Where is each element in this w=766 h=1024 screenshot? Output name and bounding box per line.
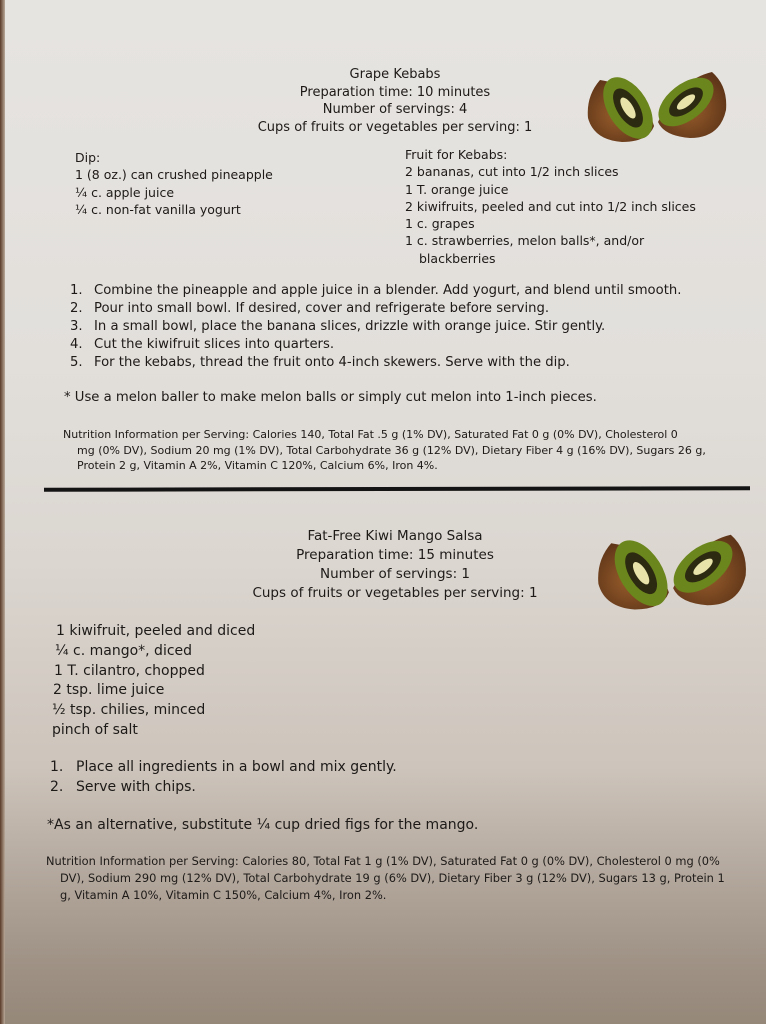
recipe-1-note: * Use a melon baller to make melon balls or simply cut melon into 1-inch pieces.	[64, 390, 597, 405]
ingredient-item: 1 kiwifruit, peeled and diced	[56, 623, 256, 639]
dip-item: ¼ c. non-fat vanilla yogurt	[75, 201, 241, 217]
fruit-heading: Fruit for Kebabs:	[405, 147, 508, 162]
fruit-item: 2 kiwifruits, peeled and cut into 1/2 inch slices	[405, 198, 696, 214]
ingredient-item: pinch of salt	[52, 721, 138, 738]
fruit-item: 1 T. orange juice	[405, 181, 509, 197]
recipe-2-note: *As an alternative, substitute ¼ cup dried figs for the mango.	[47, 817, 479, 833]
step-item: 4. Cut the kiwifruit slices into quarters.	[70, 337, 335, 352]
fruit-item: 1 c. grapes	[405, 216, 475, 232]
dip-item: 1 (8 oz.) can crushed pineapple	[75, 167, 273, 183]
recipe-1-cups: Cups of fruits or vegetables per serving: 1	[257, 119, 533, 135]
recipe-1-servings: Number of servings: 4	[322, 102, 468, 117]
recipe-2-nutrition: Nutrition Information per Serving: Calories 80, Total Fat 1 g (1% DV), Saturated Fat 0 g (0% DV), Cholesterol 0 mg (0% DV), Sodium 290 mg (12% DV), Total Carbohydrate 19 g (6% DV), Dietary Fiber 3 g (12% DV), Sugars 13 g, Protein 1 g, Vitamin A 10%, Vitamin C 150%, Calcium 4%, Iron 2%.	[46, 854, 725, 902]
step-item: 5. For the kebabs, thread the fruit onto 4-inch skewers. Serve with the dip.	[70, 355, 570, 370]
recipe-1-nutrition: Nutrition Information per Serving: Calories 140, Total Fat .5 g (1% DV), Saturated Fat 0 g (0% DV), Cholesterol 0 mg (0% DV), Sodium 20 mg (1% DV), Total Carbohydrate 36 g (12% DV), Dietary Fiber 4 g (16% DV), Sugars 26 g, Protein 2 g, Vitamin A 2%, Vitamin C 120%, Calcium 6%, Iron 4%.	[63, 428, 706, 472]
dip-item: ¼ c. apple juice	[75, 184, 175, 200]
kiwi-halves-image	[592, 526, 750, 618]
fruit-item: 1 c. strawberries, melon balls*, and/or	[405, 233, 645, 249]
step-item: 3. In a small bowl, place the banana slices, drizzle with orange juice. Stir gently.	[70, 319, 606, 334]
recipe-2-steps	[50, 757, 397, 797]
step-item: 1. Combine the pineapple and apple juice in a blender. Add yogurt, and blend until smooth.	[70, 283, 682, 298]
recipe-2-ingredients	[52, 622, 255, 741]
section-divider	[44, 486, 750, 491]
kiwi-halves-image	[582, 66, 730, 148]
step-item: 1. Place all ingredients in a bowl and mix gently.	[50, 759, 397, 775]
recipe-2-servings: Number of servings: 1	[319, 566, 471, 582]
recipe-1-header	[200, 66, 590, 136]
recipe-1-dip	[75, 149, 273, 218]
ingredient-item: ½ tsp. chilies, minced	[52, 702, 206, 719]
ingredient-item: ¼ c. mango*, diced	[55, 642, 193, 659]
recipe-2-cups: Cups of fruits or vegetables per serving: 1	[252, 585, 538, 601]
ingredient-item: 2 tsp. lime juice	[53, 682, 165, 699]
dip-heading: Dip:	[75, 150, 101, 165]
recipe-1-steps	[70, 282, 681, 372]
step-item: 2. Pour into small bowl. If desired, cover and refrigerate before serving.	[70, 301, 550, 316]
page-edge	[0, 0, 5, 1024]
recipe-1-prep-time: Preparation time: 10 minutes	[299, 84, 491, 100]
recipe-1-title: Grape Kebabs	[349, 67, 441, 82]
fruit-item: 2 bananas, cut into 1/2 inch slices	[405, 164, 619, 180]
fruit-item: blackberries	[419, 250, 496, 266]
recipe-2-header	[200, 527, 590, 603]
recipe-2-title: Fat-Free Kiwi Mango Salsa	[307, 528, 483, 544]
recipe-2-prep-time: Preparation time: 15 minutes	[296, 547, 494, 563]
recipe-1-fruit	[405, 146, 696, 267]
ingredient-item: 1 T. cilantro, chopped	[54, 662, 205, 679]
step-item: 2. Serve with chips.	[50, 779, 196, 795]
